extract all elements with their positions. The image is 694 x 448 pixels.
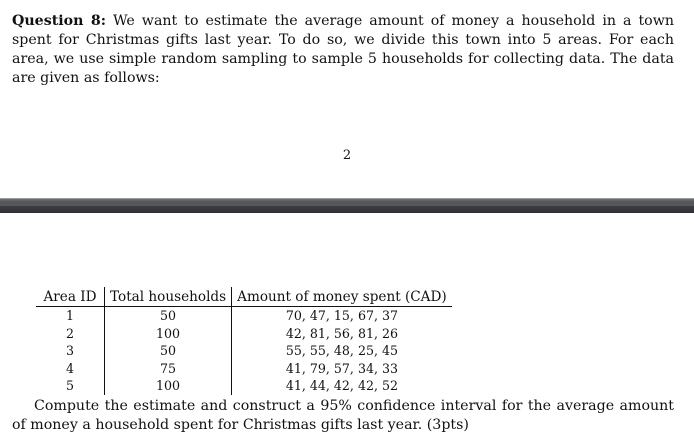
table-row: [36, 377, 452, 395]
cell-total-households: 50: [105, 342, 232, 360]
page-divider: [0, 198, 694, 213]
table-row: [36, 325, 452, 343]
page-top: [0, 0, 694, 198]
cell-total-households: 100: [105, 325, 232, 343]
header-amount-spent: Amount of money spent (CAD): [232, 287, 452, 307]
cell-amount-spent: 55, 55, 48, 25, 45: [285, 343, 398, 359]
cell-total-households: 100: [105, 377, 232, 395]
question-text: We want to estimate the average amount of money a household in a town spent for Christmas gifts last year. To do so, we divide this town into 5 areas. For each area, we use simple random sampling to sample 5 households for collecting data. The data are given as follows:: [12, 13, 674, 86]
table-header-row: [36, 287, 452, 307]
header-total-households: Total households: [105, 287, 232, 307]
header-area-id: Area ID: [36, 287, 105, 307]
cell-total-households: 75: [105, 360, 232, 378]
page-number: 2: [342, 148, 352, 163]
cell-area-id: 2: [36, 325, 105, 343]
cell-amount-spent: 42, 81, 56, 81, 26: [285, 325, 398, 341]
cell-area-id: 3: [36, 342, 105, 360]
task-prompt: Compute the estimate and construct a 95% confidence interval for the average amount of money a household spent for Christmas gifts last year. (3pts): [12, 398, 674, 433]
page-divider-band: [0, 202, 694, 206]
cell-total-households: 50: [105, 307, 232, 325]
cell-amount-spent: 41, 44, 42, 42, 52: [285, 378, 398, 394]
cell-area-id: 4: [36, 360, 105, 378]
table-row: [36, 342, 452, 360]
cell-area-id: 5: [36, 377, 105, 395]
data-table: [36, 287, 452, 395]
cell-amount-spent: 41, 79, 57, 34, 33: [285, 360, 398, 376]
table-row: [36, 307, 452, 325]
table-row: [36, 360, 452, 378]
question-label: Question 8:: [12, 13, 106, 29]
question-paragraph: [12, 12, 674, 88]
page-bottom: [0, 213, 694, 448]
cell-area-id: 1: [36, 307, 105, 325]
cell-amount-spent: 70, 47, 15, 67, 37: [285, 308, 398, 324]
